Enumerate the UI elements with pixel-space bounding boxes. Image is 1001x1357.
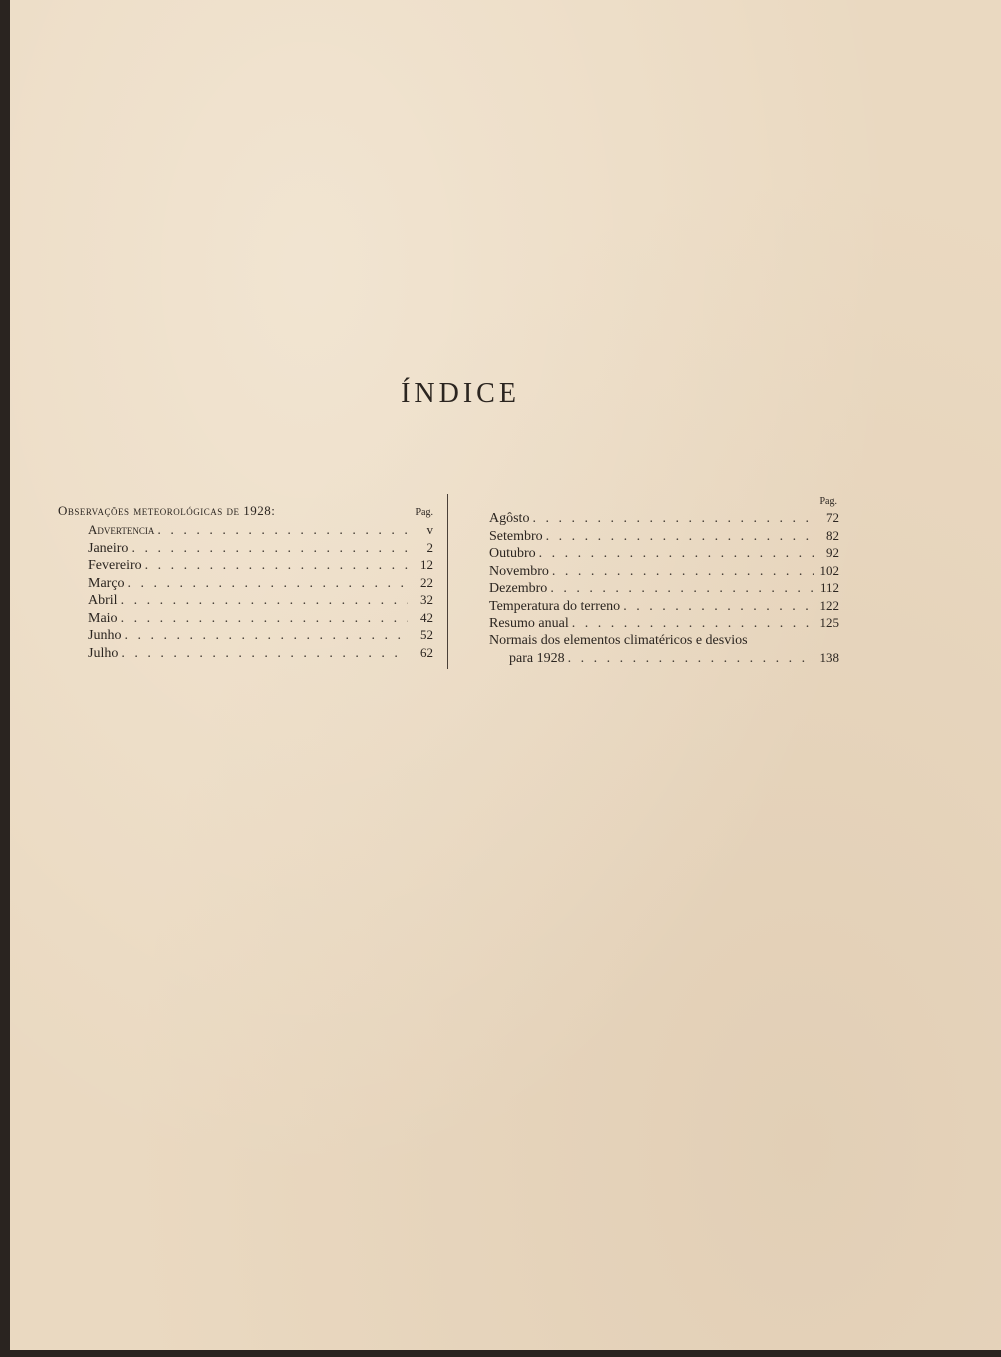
page-title: ÍNDICE [401,378,520,409]
index-entry[interactable] [489,509,839,527]
index-entry[interactable] [489,579,839,597]
leader-dots [568,650,814,668]
entry-page: 138 [819,649,839,665]
leader-dots [124,627,408,645]
leader-dots [546,528,814,546]
entry-label: Temperatura do terreno [489,598,621,614]
index-entry[interactable] [58,591,433,609]
entry-label: Dezembro [489,581,548,596]
column-divider [447,494,448,669]
index-entry[interactable] [58,556,433,574]
index-entry[interactable] [58,644,433,662]
leader-dots [131,540,408,558]
entry-page: 12 [420,557,433,572]
section-heading-label: Observações meteorológicas de 1928: [58,503,276,518]
index-entry[interactable] [489,562,839,580]
index-entry[interactable] [58,609,433,627]
entry-page: 102 [819,562,839,578]
entry-label: para 1928 [509,650,565,666]
entry-page: 125 [819,615,839,630]
index-entry-first-line[interactable] [489,632,839,649]
index-entry[interactable] [58,574,433,592]
index-entry[interactable] [489,614,839,632]
leader-dots [145,557,408,575]
entry-label: Setembro [489,528,543,544]
entry-label: Resumo anual [489,616,569,631]
entry-page: 42 [420,609,433,625]
entry-label: Novembro [489,563,549,579]
entry-page: v [426,522,433,537]
leader-dots [121,645,408,663]
entry-page: 22 [420,574,433,590]
index-entry[interactable] [489,544,839,562]
entry-page: 2 [426,539,433,555]
entry-page: 72 [826,510,839,525]
entry-page: 62 [420,644,433,660]
section-heading [58,501,433,521]
entry-page: 112 [819,580,839,595]
entry-page: 82 [826,527,839,543]
index-entry[interactable] [58,626,433,644]
leader-dots [532,510,814,528]
leader-dots [552,563,814,581]
document-page [10,0,1001,1350]
entry-label: Abril [88,593,118,608]
leader-dots [572,615,814,633]
leader-dots [623,598,814,616]
index-entry[interactable] [489,597,839,615]
entry-page: 32 [420,592,433,607]
leader-dots [157,522,408,540]
leader-dots [539,545,814,563]
entry-page: 52 [420,627,433,642]
page-column-header: Pag. [819,496,837,507]
entry-label: Maio [88,610,118,626]
entry-label: Janeiro [88,540,129,556]
entry-label: Agôsto [489,511,530,526]
leader-dots [121,610,408,628]
entry-label: Fevereiro [88,558,142,573]
entry-label: Junho [88,628,122,643]
leader-dots [550,580,814,598]
entry-label: Julho [88,645,119,661]
index-right-column [489,495,839,666]
entry-label: Advertencia [88,522,155,537]
leader-dots [121,592,408,610]
index-left-column [58,501,433,661]
index-entry[interactable] [58,539,433,557]
leader-dots [128,575,408,593]
index-entry[interactable] [58,521,433,539]
index-entry[interactable] [489,527,839,545]
entry-label: Outubro [489,546,536,561]
left-entries [58,521,433,661]
page-column-header: Pag. [415,507,433,518]
entry-label: Março [88,575,125,591]
entry-page: 92 [826,545,839,560]
index-entry[interactable] [489,649,839,667]
entry-label: Normais dos elementos climatéricos e desvios [489,632,748,648]
entry-page: 122 [819,597,839,613]
